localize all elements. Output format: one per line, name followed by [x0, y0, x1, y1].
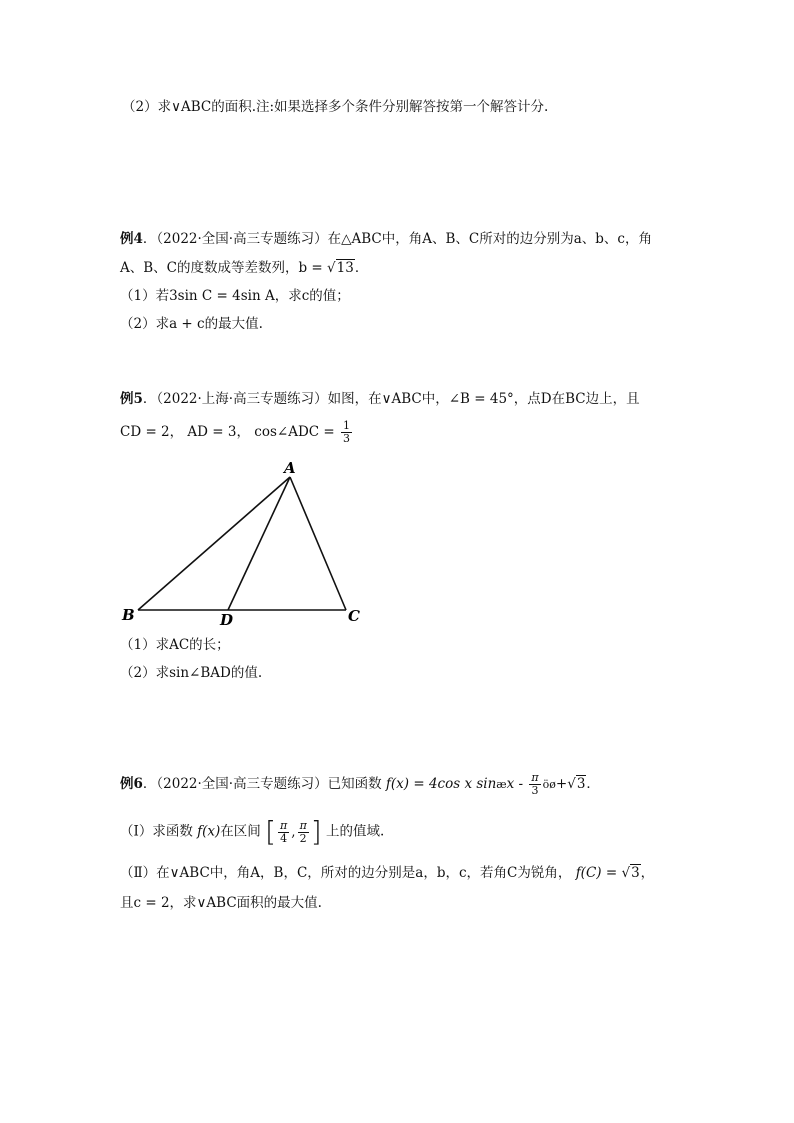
- sqrt-13: √13: [327, 260, 354, 276]
- sqrt-3-q2: √3: [621, 865, 640, 881]
- example6-q2-text: （Ⅱ）在∨ABC中，角A，B，C，所对的边分别是a，b，c，若角C为锐角，: [120, 865, 572, 881]
- interval-upper-num: π: [299, 818, 307, 832]
- interval-upper: [298, 820, 309, 845]
- function-fx: f(x): [197, 823, 221, 840]
- example5-q1-text: （1）求AC的长；: [120, 637, 230, 653]
- plus-sign: +: [555, 776, 568, 792]
- example4-source: ．（2022·全国·高三专题练习）在△ABC中，角A、B、C所对的边分别为a、b、c，角: [142, 231, 652, 247]
- segment-AD: [228, 477, 290, 610]
- fraction-numerator: 1: [343, 419, 351, 432]
- fraction-denominator: 3: [343, 432, 351, 445]
- sqrt-3: √3: [567, 776, 586, 792]
- sqrt-3-radicand: 3: [576, 776, 586, 792]
- example4-line2-end: ．: [354, 260, 369, 276]
- example5-source: ．（2022·上海·高三专题练习）如图，在∨ABC中，∠B = 45°，点D在BC边上，且: [142, 391, 640, 407]
- example6-source: ．（2022·全国·高三专题练习）已知函数: [142, 776, 382, 792]
- interval-lower: [278, 820, 289, 845]
- example5-label: 例5: [120, 391, 143, 407]
- example5-q1: [120, 636, 230, 654]
- example5-q2: [120, 664, 262, 682]
- vertex-label-B: B: [122, 606, 135, 624]
- interval-open-bracket: [: [265, 815, 277, 848]
- example4-q2: [120, 315, 263, 333]
- vertex-label-D: D: [220, 611, 234, 629]
- example6-q1: [120, 815, 385, 848]
- example5-line2: [120, 420, 354, 445]
- interval-lower-num: π: [280, 818, 288, 832]
- example6-q1-text-a: （Ⅰ）求函数: [120, 823, 193, 840]
- example6-header: [120, 772, 600, 797]
- example4-line2-text: A、B、C的度数成等差数列，b =: [120, 260, 323, 276]
- vertex-label-A: A: [284, 459, 296, 477]
- example6-q1-text-c: 上的值域.: [326, 823, 385, 840]
- fraction-one-third: [341, 420, 352, 445]
- example6-q1-text-b: 在区间: [220, 823, 261, 840]
- example5-line2-text: CD = 2， AD = 3， cos∠ADC =: [120, 424, 335, 440]
- example6-header-end: ．: [586, 776, 600, 792]
- example6-q2-end: ，: [640, 865, 655, 881]
- prev-question-part2: [122, 98, 548, 116]
- interval-lower-den: 4: [280, 831, 288, 845]
- example6-q2-line2: [120, 894, 322, 912]
- example4-q1: [120, 287, 350, 305]
- paren-open-glyph: æ: [496, 778, 507, 791]
- sqrt-3-q2-radicand: 3: [631, 865, 640, 881]
- segment-AC: [290, 477, 346, 610]
- fraction-pi-over-3: [529, 772, 540, 797]
- function-definition: f(x) = 4cos x sin: [385, 776, 497, 792]
- example4-line2: [120, 259, 368, 277]
- interval-upper-den: 2: [299, 831, 307, 845]
- example5-header: [120, 390, 640, 408]
- example4-header: [120, 230, 652, 248]
- paren-close-glyph-2: ø: [549, 778, 556, 791]
- example4-label: 例4: [120, 231, 143, 247]
- triangle-figure: [110, 455, 380, 630]
- segment-AB: [138, 477, 290, 610]
- interval: [ $\frac{\pi}{4}$ , $\frac{\pi}{2}$ ]: [265, 815, 322, 848]
- example6-q2-line2-text: 且c = 2，求∨ABC面积的最大值.: [120, 895, 322, 911]
- pi-numerator: π: [531, 771, 539, 784]
- interval-close-bracket: ]: [310, 815, 322, 848]
- example5-q2-text: （2）求sin∠BAD的值.: [120, 665, 263, 681]
- vertex-label-C: C: [348, 607, 360, 625]
- pi-denominator: 3: [531, 784, 539, 797]
- sqrt-13-radicand: 13: [336, 260, 354, 276]
- paren-close-glyph: ö: [542, 778, 550, 791]
- example4-q1-text: （1）若3sin C = 4sin A，求c的值；: [120, 288, 350, 304]
- example6-label: 例6: [120, 776, 143, 792]
- function-fC: f(C) =: [575, 865, 618, 881]
- prev-question-text: （2）求∨ABC的面积.注:如果选择多个条件分别解答按第一个解答计分.: [122, 99, 549, 115]
- function-arg: x -: [506, 776, 524, 792]
- example6-q2: [120, 864, 654, 882]
- example4-q2-text: （2）求a + c的最大值.: [120, 316, 263, 332]
